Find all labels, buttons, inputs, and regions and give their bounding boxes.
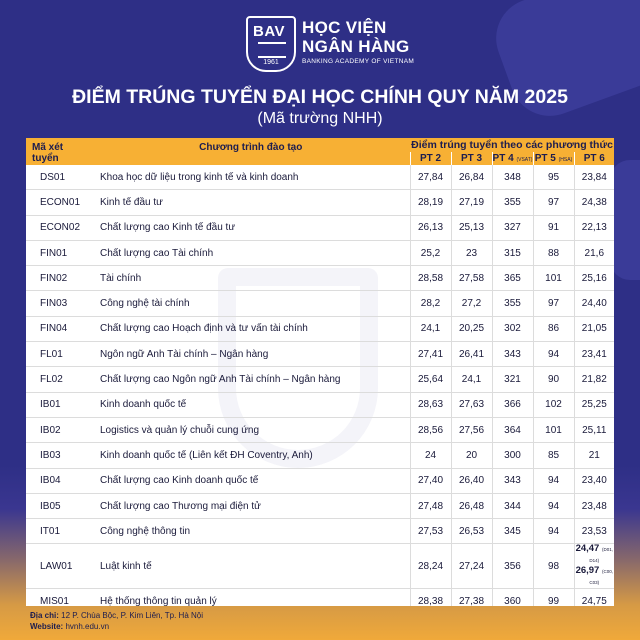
- cell-pt6-value-a: [575, 544, 615, 566]
- cell-pt3: 27,58: [451, 266, 492, 291]
- cell-program: Luật kinh tế: [92, 544, 410, 589]
- cell-pt3: 26,53: [451, 519, 492, 544]
- header-code: Mã xét tuyển: [26, 138, 92, 165]
- cell-pt5: 97: [533, 190, 574, 215]
- cell-pt4: 344: [492, 493, 533, 518]
- cell-pt4: 302: [492, 316, 533, 341]
- table-row: [26, 190, 614, 215]
- cell-pt5: 97: [533, 291, 574, 316]
- cell-pt2: 26,13: [410, 215, 451, 240]
- cell-pt5: 94: [533, 342, 574, 367]
- cell-pt5: 94: [533, 493, 574, 518]
- cell-pt6: 21,05: [574, 316, 614, 341]
- cell-pt6: [574, 544, 614, 589]
- decorative-shape: [610, 160, 640, 280]
- cell-program: Chất lượng cao Tài chính: [92, 240, 410, 265]
- cell-pt3: 20,25: [451, 316, 492, 341]
- footer-address: [30, 610, 203, 621]
- cell-code: FIN04: [26, 316, 92, 341]
- cell-pt4: 360: [492, 589, 533, 606]
- cell-pt5: 98: [533, 544, 574, 589]
- cell-pt2: 27,48: [410, 493, 451, 518]
- cell-pt2: 28,2: [410, 291, 451, 316]
- cell-pt3: 26,48: [451, 493, 492, 518]
- cell-pt4: 365: [492, 266, 533, 291]
- table-row: [26, 519, 614, 544]
- cell-pt5: 101: [533, 266, 574, 291]
- header-pt5-sub: (HSA): [558, 157, 573, 163]
- cell-code: IB05: [26, 493, 92, 518]
- cell-pt4: 300: [492, 443, 533, 468]
- cell-pt2: 24: [410, 443, 451, 468]
- header-pt5-label: PT 5: [534, 153, 556, 164]
- cell-code: MIS01: [26, 589, 92, 606]
- table-row: [26, 544, 614, 589]
- cell-pt5: 102: [533, 392, 574, 417]
- academy-name-english: BANKING ACADEMY OF VIETNAM: [302, 58, 415, 65]
- cell-program: Tài chính: [92, 266, 410, 291]
- cell-pt3: 26,84: [451, 165, 492, 190]
- cell-code: FIN01: [26, 240, 92, 265]
- logo-year: 1961: [263, 59, 279, 66]
- cell-pt3: 25,13: [451, 215, 492, 240]
- cell-pt6: 25,25: [574, 392, 614, 417]
- cell-pt4: 327: [492, 215, 533, 240]
- cell-code: DS01: [26, 165, 92, 190]
- cell-pt3: 27,63: [451, 392, 492, 417]
- cell-program: Kinh tế đầu tư: [92, 190, 410, 215]
- website-label: Website:: [30, 622, 64, 631]
- academy-logo: [246, 16, 296, 72]
- cell-pt6: 25,16: [574, 266, 614, 291]
- cell-pt4: 355: [492, 291, 533, 316]
- cell-code: ECON02: [26, 215, 92, 240]
- cell-code: FIN03: [26, 291, 92, 316]
- cell-pt3: 27,2: [451, 291, 492, 316]
- cell-program: Chất lượng cao Thương mại điện tử: [92, 493, 410, 518]
- cell-pt2: 28,56: [410, 417, 451, 442]
- cell-code: IB01: [26, 392, 92, 417]
- academy-name-line2: NGÂN HÀNG: [302, 37, 410, 56]
- cell-code: IB02: [26, 417, 92, 442]
- cell-pt4: 315: [492, 240, 533, 265]
- table-row: [26, 215, 614, 240]
- cell-pt4: 321: [492, 367, 533, 392]
- cell-pt5: 94: [533, 519, 574, 544]
- cell-program: Ngôn ngữ Anh Tài chính – Ngân hàng: [92, 342, 410, 367]
- website-link[interactable]: hvnh.edu.vn: [65, 622, 110, 631]
- page-title: ĐIỂM TRÚNG TUYỂN ĐẠI HỌC CHÍNH QUY NĂM 2025: [72, 86, 568, 108]
- pt6-b-score: 26,97: [575, 565, 600, 577]
- cell-pt4: 364: [492, 417, 533, 442]
- cell-pt2: 25,2: [410, 240, 451, 265]
- cell-pt6: 23,41: [574, 342, 614, 367]
- cell-program: Logistics và quản lý chuỗi cung ứng: [92, 417, 410, 442]
- cell-code: FIN02: [26, 266, 92, 291]
- cell-pt4: 355: [492, 190, 533, 215]
- cell-pt2: 27,41: [410, 342, 451, 367]
- cell-pt6: 23,48: [574, 493, 614, 518]
- cell-pt4: 343: [492, 468, 533, 493]
- cell-program: Kinh doanh quốc tế: [92, 392, 410, 417]
- table-row: [26, 266, 614, 291]
- table-row: [26, 240, 614, 265]
- cell-pt5: 99: [533, 589, 574, 606]
- cell-code: IB04: [26, 468, 92, 493]
- cell-pt6: 21,82: [574, 367, 614, 392]
- cell-program: Chất lượng cao Hoạch định và tư vấn tài chính: [92, 316, 410, 341]
- cell-pt6-value-b: [575, 566, 615, 588]
- footer: [30, 610, 203, 632]
- cell-pt5: 101: [533, 417, 574, 442]
- cell-code: LAW01: [26, 544, 92, 589]
- header-pt4-label: PT 4: [492, 153, 514, 164]
- header-pt4-sub: (VSAT): [516, 157, 533, 163]
- cell-pt2: 28,63: [410, 392, 451, 417]
- cell-pt4: 366: [492, 392, 533, 417]
- cell-program: Chất lượng cao Ngôn ngữ Anh Tài chính – Ngân hàng: [92, 367, 410, 392]
- table-row: [26, 443, 614, 468]
- academy-name-line1: HỌC VIỆN: [302, 18, 387, 37]
- table-row: [26, 165, 614, 190]
- address-label: Địa chỉ:: [30, 611, 59, 620]
- header-methods: Điểm trúng tuyển theo các phương thức: [411, 139, 613, 151]
- cell-pt5: 94: [533, 468, 574, 493]
- cell-pt5: 90: [533, 367, 574, 392]
- table-row: [26, 392, 614, 417]
- cell-code: ECON01: [26, 190, 92, 215]
- header-pt2: PT 2: [410, 152, 451, 165]
- cell-pt6: 24,75: [574, 589, 614, 606]
- cell-pt2: 25,64: [410, 367, 451, 392]
- header: [0, 14, 640, 74]
- cell-pt4: 356: [492, 544, 533, 589]
- cell-pt3: 27,56: [451, 417, 492, 442]
- book-icon: [258, 42, 286, 58]
- cell-pt6: 23,40: [574, 468, 614, 493]
- cell-program: Chất lượng cao Kinh tế đầu tư: [92, 215, 410, 240]
- cell-pt3: 27,24: [451, 544, 492, 589]
- cell-pt2: 27,53: [410, 519, 451, 544]
- header-pt5: [533, 152, 574, 165]
- header-pt6: PT 6: [574, 152, 614, 165]
- cell-code: IT01: [26, 519, 92, 544]
- cell-program: Chất lượng cao Kinh doanh quốc tế: [92, 468, 410, 493]
- pt6-a-score: 24,47: [575, 543, 600, 555]
- cell-pt6: 21,6: [574, 240, 614, 265]
- logo-abbreviation: BAV: [253, 23, 286, 40]
- cell-pt4: 348: [492, 165, 533, 190]
- cell-pt3: 23: [451, 240, 492, 265]
- cell-pt2: 28,58: [410, 266, 451, 291]
- footer-website: [30, 621, 203, 632]
- cell-program: Công nghệ thông tin: [92, 519, 410, 544]
- cell-pt5: 95: [533, 165, 574, 190]
- address-text: 12 P. Chùa Bộc, P. Kim Liên, Tp. Hà Nội: [61, 611, 203, 620]
- cell-pt6: 24,40: [574, 291, 614, 316]
- cell-pt2: 24,1: [410, 316, 451, 341]
- cell-pt2: 28,38: [410, 589, 451, 606]
- cell-pt2: 27,84: [410, 165, 451, 190]
- cell-program: Kinh doanh quốc tế (Liên kết ĐH Coventry, Anh): [92, 443, 410, 468]
- cell-pt5: 88: [533, 240, 574, 265]
- cell-code: FL01: [26, 342, 92, 367]
- cell-pt4: 343: [492, 342, 533, 367]
- cell-pt3: 20: [451, 443, 492, 468]
- table-row: [26, 493, 614, 518]
- cell-pt6: 21: [574, 443, 614, 468]
- cell-program: Công nghệ tài chính: [92, 291, 410, 316]
- cell-pt5: 91: [533, 215, 574, 240]
- cell-pt5: 85: [533, 443, 574, 468]
- scores-table-container: [26, 138, 614, 606]
- pt6-b-group: (C00, C03): [589, 569, 613, 586]
- table-row: [26, 342, 614, 367]
- cell-code: FL02: [26, 367, 92, 392]
- table-row: [26, 291, 614, 316]
- cell-pt6: 24,38: [574, 190, 614, 215]
- cell-pt6: 22,13: [574, 215, 614, 240]
- table-row: [26, 589, 614, 606]
- table-row: [26, 367, 614, 392]
- cell-pt3: 27,38: [451, 589, 492, 606]
- header-pt3: PT 3: [451, 152, 492, 165]
- cell-program: Khoa học dữ liệu trong kinh tế và kinh doanh: [92, 165, 410, 190]
- cell-pt3: 27,19: [451, 190, 492, 215]
- cell-pt3: 26,40: [451, 468, 492, 493]
- table-row: [26, 468, 614, 493]
- cell-pt2: 27,40: [410, 468, 451, 493]
- cell-pt3: 24,1: [451, 367, 492, 392]
- table-row: [26, 316, 614, 341]
- cell-pt2: 28,19: [410, 190, 451, 215]
- cell-code: IB03: [26, 443, 92, 468]
- cell-pt5: 86: [533, 316, 574, 341]
- cell-pt3: 26,41: [451, 342, 492, 367]
- admission-scores-table: [26, 138, 614, 606]
- cell-program: Hệ thống thông tin quản lý: [92, 589, 410, 606]
- table-row: [26, 417, 614, 442]
- header-program: Chương trình đào tạo: [92, 138, 410, 165]
- page-subtitle: (Mã trường NHH): [257, 110, 383, 127]
- cell-pt6: 23,53: [574, 519, 614, 544]
- cell-pt6: 23,84: [574, 165, 614, 190]
- pt6-a-group: (D01, D14): [589, 547, 613, 564]
- cell-pt4: 345: [492, 519, 533, 544]
- header-pt4: [492, 152, 533, 165]
- cell-pt6: 25,11: [574, 417, 614, 442]
- cell-pt2: 28,24: [410, 544, 451, 589]
